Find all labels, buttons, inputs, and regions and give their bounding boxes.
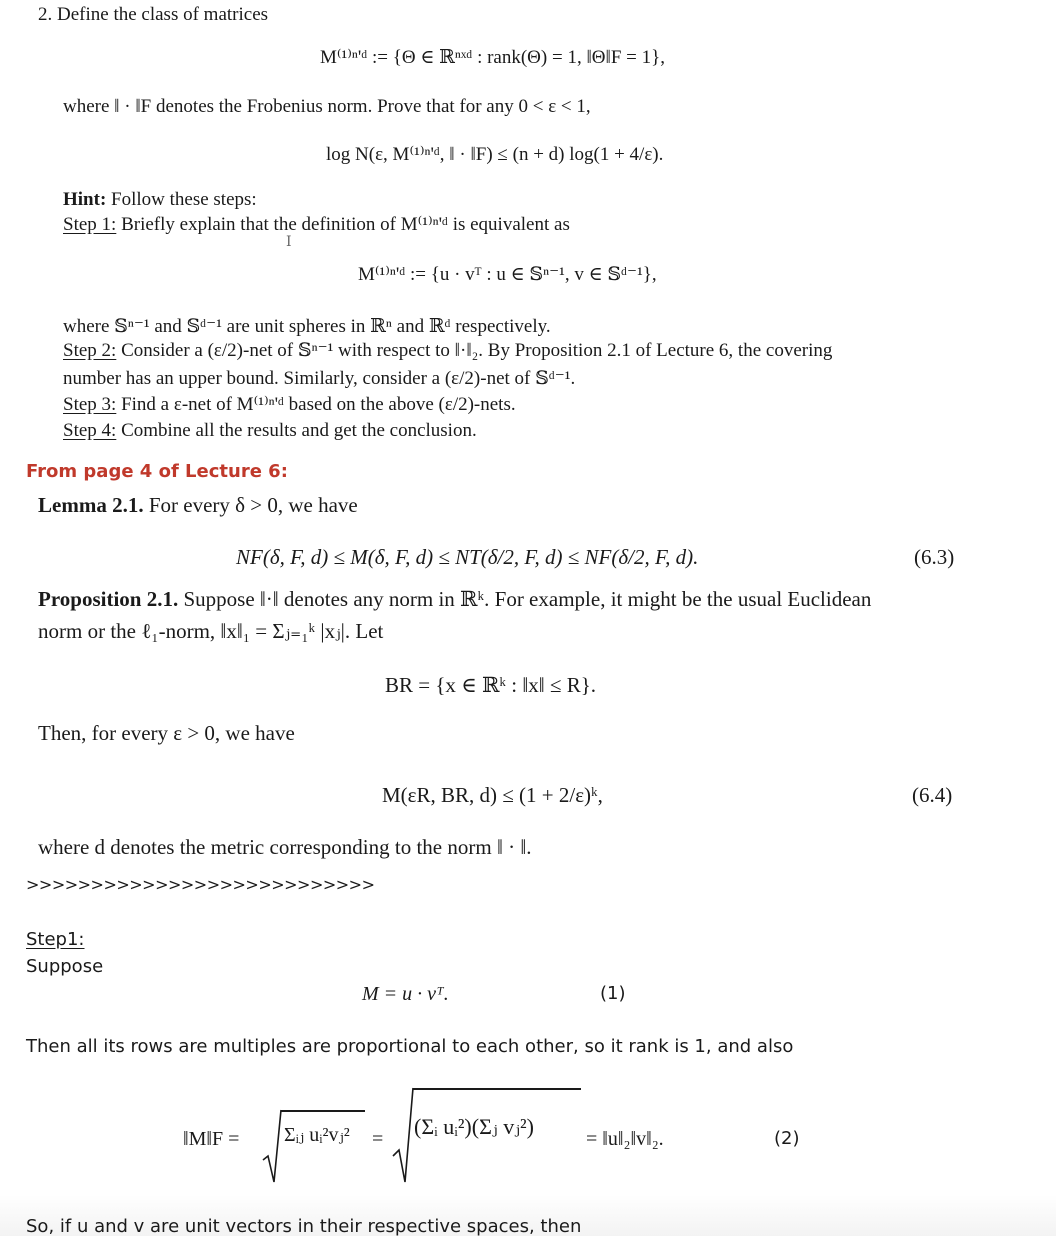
step-2-label: Step 2: bbox=[63, 340, 117, 361]
hint-step-1 bbox=[63, 213, 570, 236]
step-2-continuation: number has an upper bound. Similarly, consider a (ε/2)-net of 𝕊ᵈ⁻¹. bbox=[63, 368, 576, 389]
equivalent-set-equation: M⁽¹⁾ⁿ'ᵈ := {u · vᵀ : u ∈ 𝕊ⁿ⁻¹, v ∈ 𝕊ᵈ⁻¹}, bbox=[358, 264, 657, 285]
step-1-text: Briefly explain that the definition of M⁽¹⁾ⁿ'ᵈ is equivalent as bbox=[121, 214, 570, 235]
conclusion-partial: So, if u and v are unit vectors in their respective spaces, then bbox=[26, 1216, 582, 1237]
lecture-reference-heading: From page 4 of Lecture 6: bbox=[26, 461, 288, 482]
rank-statement: Then all its rows are multiples are proportional to each other, so it rank is 1, and also bbox=[26, 1036, 794, 1057]
step-3-text: Find a ε-net of M⁽¹⁾ⁿ'ᵈ based on the above (ε/2)-nets. bbox=[121, 394, 516, 415]
norm-lhs: ‖M‖F = bbox=[183, 1128, 240, 1150]
lemma-line bbox=[38, 493, 358, 518]
equation-1: M = u · vᵀ. bbox=[362, 983, 449, 1005]
proposition-label: Proposition 2.1. bbox=[38, 587, 179, 611]
set-definition-equation: M⁽¹⁾ⁿ'ᵈ := {Θ ∈ ℝⁿˣᵈ : rank(Θ) = 1, ‖Θ‖F = 1}, bbox=[320, 47, 665, 68]
covering-bound-equation: log N(ε, M⁽¹⁾ⁿ'ᵈ, ‖ · ‖F) ≤ (n + d) log(1 + 4/ε). bbox=[326, 144, 664, 165]
norm-sum-2: (Σᵢ uᵢ²)(Σⱼ vⱼ²) bbox=[414, 1114, 534, 1139]
equation-1-number: (1) bbox=[600, 983, 626, 1004]
step-4-text: Combine all the results and get the conclusion. bbox=[121, 420, 477, 441]
packing-lhs: M(εR, BR, d) ≤ bbox=[382, 783, 514, 807]
answer-step-1-label: Step1: bbox=[26, 929, 85, 950]
sqrt-bar-2 bbox=[413, 1088, 581, 1090]
metric-statement: where d denotes the metric corresponding to the norm ‖ · ‖. bbox=[38, 835, 532, 859]
packing-equation bbox=[382, 783, 603, 808]
lemma-label: Lemma 2.1. bbox=[38, 493, 144, 517]
proposition-line bbox=[38, 587, 871, 612]
norm-sum-1: Σᵢⱼ uᵢ²vⱼ² bbox=[284, 1124, 350, 1146]
step-2-text: Consider a (ε/2)-net of 𝕊ⁿ⁻¹ with respect to ‖·‖₂. By Proposition 2.1 of Lecture 6, the covering bbox=[121, 340, 833, 361]
sqrt-sign-icon-2 bbox=[392, 1086, 414, 1186]
proposition-text: Suppose ‖·‖ denotes any norm in ℝᵏ. For example, it might be the usual Euclidean bbox=[183, 587, 872, 611]
packing-equation-number: (6.4) bbox=[912, 783, 953, 807]
lemma-equation-number: (6.3) bbox=[914, 545, 955, 569]
hint-line bbox=[63, 189, 257, 211]
separator-line: >>>>>>>>>>>>>>>>>>>>>>>>>>> bbox=[26, 875, 375, 894]
norm-rhs: = ‖u‖₂‖v‖₂. bbox=[586, 1128, 664, 1150]
then-statement: Then, for every ε > 0, we have bbox=[38, 721, 295, 745]
exercise-number: 2. bbox=[38, 4, 53, 25]
sqrt-bar bbox=[281, 1110, 365, 1112]
lemma-equation: NF(δ, F, d) ≤ M(δ, F, d) ≤ NT(δ/2, F, d) ≤ NF(δ/2, F, d). bbox=[236, 545, 699, 569]
spheres-statement: where 𝕊ⁿ⁻¹ and 𝕊ᵈ⁻¹ are unit spheres in ℝⁿ and ℝᵈ respectively. bbox=[63, 316, 551, 337]
suppose-text: Suppose bbox=[26, 956, 104, 977]
sqrt-sign-icon bbox=[262, 1108, 282, 1186]
hint-label: Hint: bbox=[63, 189, 107, 210]
norm-statement: where ‖ · ‖F denotes the Frobenius norm. Prove that for any 0 < ε < 1, bbox=[63, 96, 591, 117]
step-4-label: Step 4: bbox=[63, 420, 117, 441]
lemma-text: For every δ > 0, we have bbox=[148, 493, 358, 517]
hint-step-3 bbox=[63, 393, 516, 416]
text-cursor-icon: I bbox=[286, 234, 292, 250]
equation-2-number: (2) bbox=[774, 1128, 800, 1149]
packing-rhs: (1 + 2/ε)ᵏ, bbox=[519, 783, 603, 807]
step-3-label: Step 3: bbox=[63, 394, 117, 415]
ball-definition-equation: BR = {x ∈ ℝᵏ : ‖x‖ ≤ R}. bbox=[385, 673, 597, 697]
equals-sign: = bbox=[372, 1128, 384, 1150]
step-1-label: Step 1: bbox=[63, 214, 117, 235]
proposition-continuation: norm or the ℓ₁-norm, ‖x‖₁ = Σⱼ₌₁ᵏ |xⱼ|. Let bbox=[38, 619, 384, 643]
hint-step-4 bbox=[63, 420, 477, 442]
exercise-intro: Define the class of matrices bbox=[57, 4, 269, 25]
hint-text: Follow these steps: bbox=[111, 189, 257, 210]
exercise-header bbox=[38, 4, 268, 26]
hint-step-2 bbox=[63, 339, 832, 362]
